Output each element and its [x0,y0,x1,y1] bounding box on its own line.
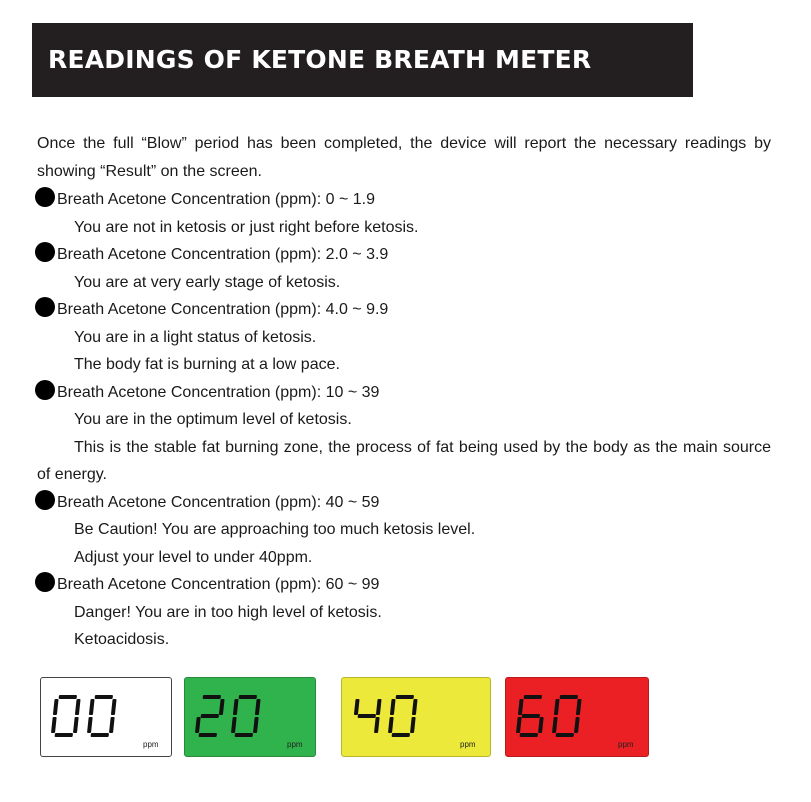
bullet-icon [35,572,55,592]
range-block-5 [37,571,771,654]
range-heading-text: Breath Acetone Concentration (ppm): 10 ~ 39 [57,383,380,401]
lcd-digit-0 [231,695,261,737]
range-heading [37,379,771,407]
range-description: The body fat is burning at a low pace. [74,356,340,373]
range-heading-text: Breath Acetone Concentration (ppm): 60 ~ 99 [57,576,380,593]
lcd-digit-6 [516,695,546,737]
range-heading [37,571,771,599]
range-block-2 [37,296,771,379]
content [37,130,771,654]
header-bar [32,23,693,97]
range-heading [37,241,771,269]
range-description: You are not in ketosis or just right before ketosis. [74,218,419,236]
range-description: Danger! You are in too high level of ketosis. [74,603,382,621]
lcd-display-green [184,677,316,757]
range-heading-text: Breath Acetone Concentration (ppm): 40 ~ 59 [57,493,380,511]
range-block-3 [37,379,771,489]
lcd-digit-0 [388,695,418,737]
intro-paragraph: Once the full “Blow” period has been completed, the device will report the necessary readings by showing “Result” on the screen. [37,135,771,180]
range-description-long: This is the stable fat burning zone, the process of fat being used by the body as the main source of energy. [37,438,771,483]
lcd-digit-0 [87,695,117,737]
lcd-digit-2 [195,695,225,737]
lcd-unit-label: ppm [143,740,159,749]
range-description: Be Caution! You are approaching too much ketosis level. [74,521,476,538]
range-description: You are in the optimum level of ketosis. [74,411,352,428]
lcd-display-red [505,677,649,757]
bullet-icon [35,297,55,317]
bullet-icon [35,380,55,400]
lcd-digit-0 [552,695,582,737]
range-description: You are at very early stage of ketosis. [74,273,341,291]
lcd-unit-label: ppm [287,740,303,749]
range-heading [37,296,771,324]
range-heading [37,186,771,214]
lcd-display-white [40,677,172,757]
range-heading-text: Breath Acetone Concentration (ppm): 4.0 ~ 9.9 [57,301,389,318]
lcd-unit-label: ppm [460,740,476,749]
lcd-unit-label: ppm [618,740,634,749]
lcd-display-yellow [341,677,491,757]
range-description: You are in a light status of ketosis. [74,328,317,346]
bullet-icon [35,187,55,207]
lcd-digit-0 [51,695,81,737]
bullet-icon [35,490,55,510]
range-block-0 [37,186,771,241]
range-description: Adjust your level to under 40ppm. [74,548,313,566]
range-heading-text: Breath Acetone Concentration (ppm): 0 ~ 1.9 [57,191,375,208]
page-title: READINGS OF KETONE BREATH METER [48,45,592,74]
range-block-1 [37,241,771,296]
range-heading-text: Breath Acetone Concentration (ppm): 2.0 ~ 3.9 [57,246,389,263]
bullet-icon [35,242,55,262]
lcd-digit-4 [352,699,382,733]
range-block-4 [37,489,771,572]
range-heading [37,489,771,517]
range-description: Ketoacidosis. [74,631,170,648]
